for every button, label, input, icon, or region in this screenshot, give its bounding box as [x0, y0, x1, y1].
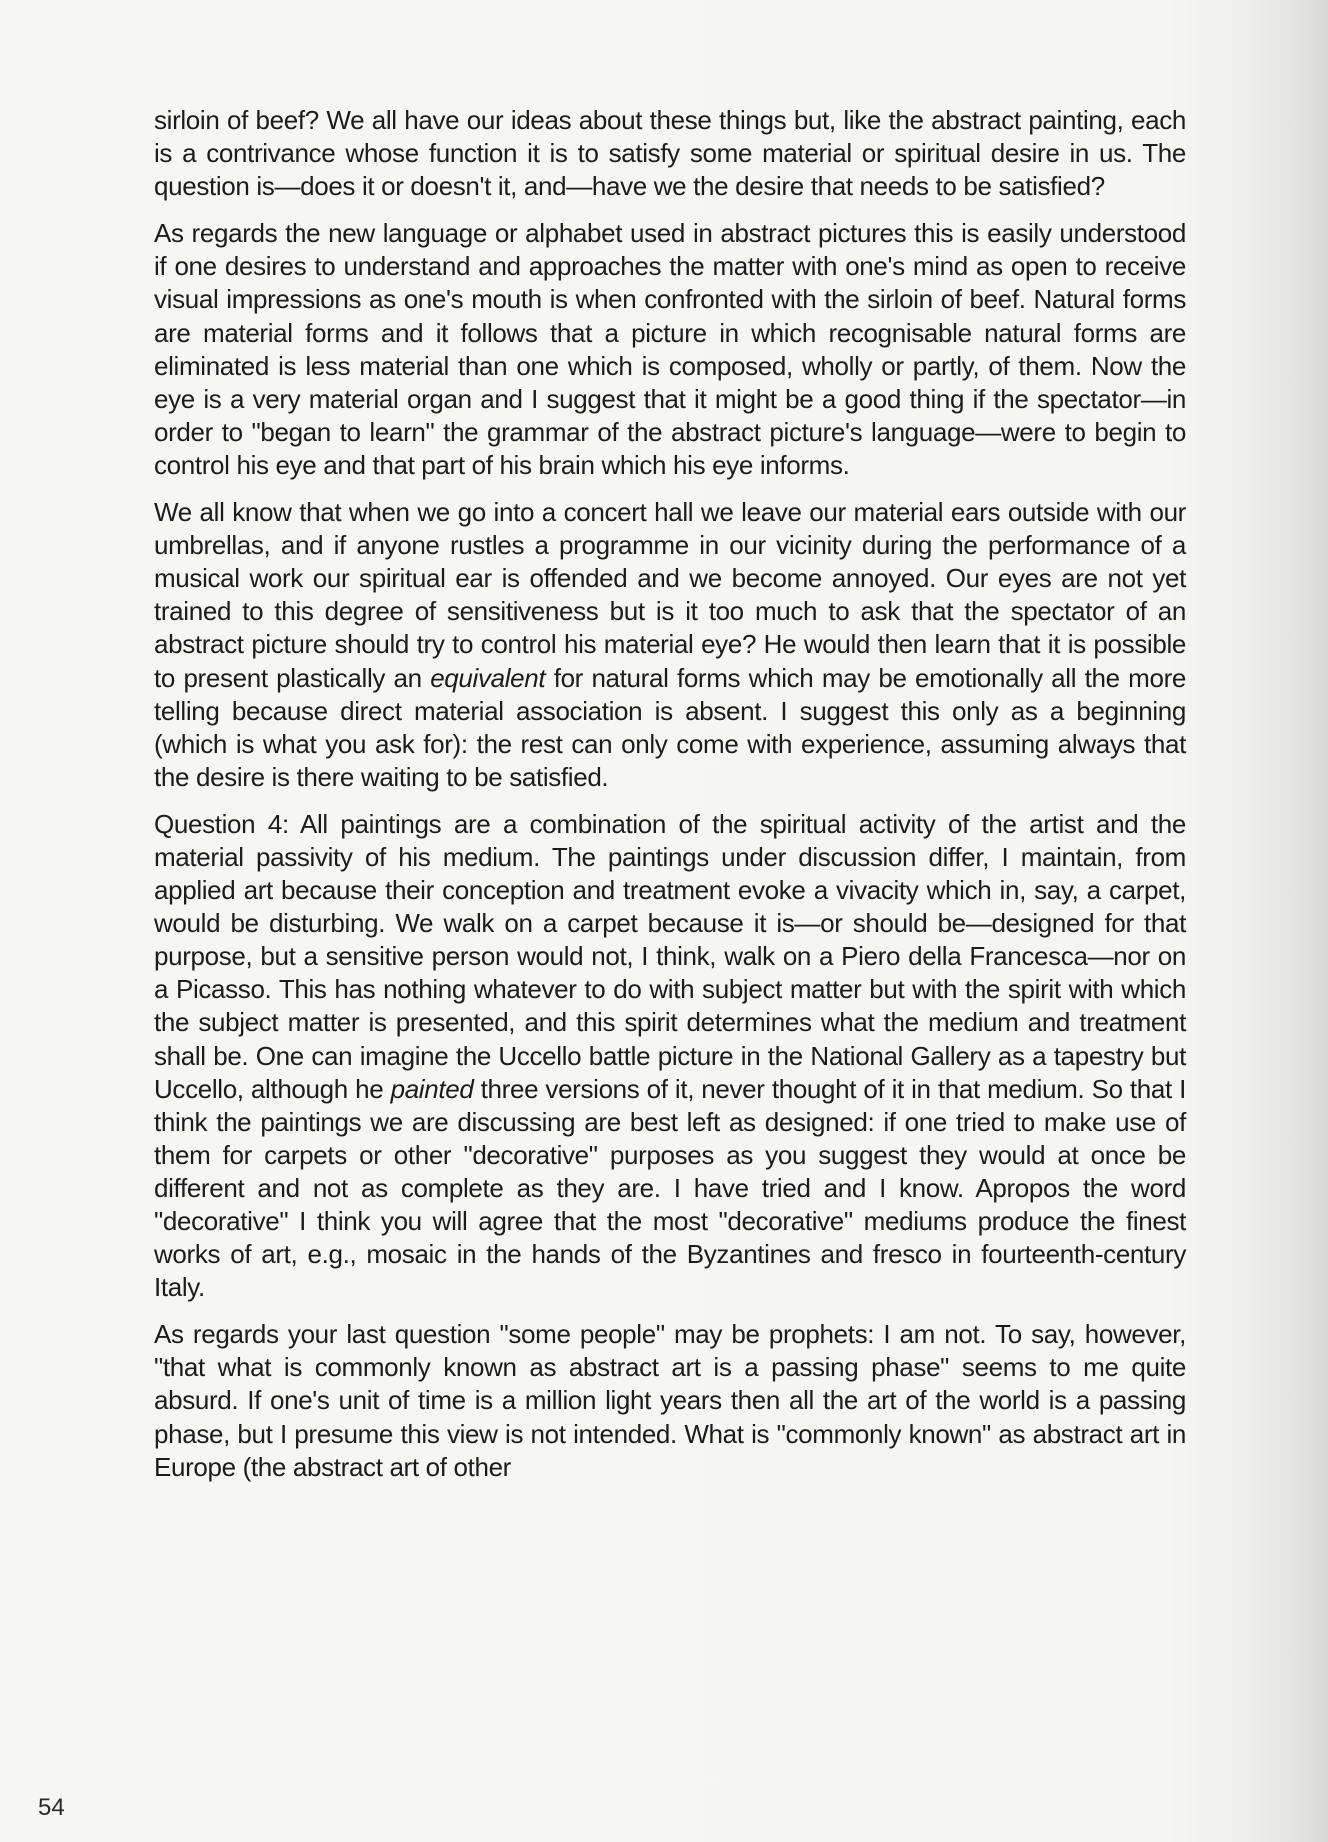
paragraph-5-text: As regards your last question "some people" may be prophets: I am not. To say, however, "that what is commonly known as abstract art is a passing phase" seems to me quite absurd. If one's unit of time is a million light years then all the art of the world is a passing phase, but I presume this view is not intended. What is "commonly known" as abstract art in Europe (the abstract art of other	[154, 1319, 1186, 1482]
paragraph-1-text: sirloin of beef? We all have our ideas about these things but, like the abstract painting, each is a contrivance whose function it is to satisfy some material or spiritual desire in us. The question is—does it or doesn't it, and—have we the desire that needs to be satisfied?	[154, 105, 1186, 202]
paragraph-2-text: As regards the new language or alphabet used in abstract pictures this is easily understood if one desires to understand and approaches the matter with one's mind as open to receive visual impressions as one's mouth is when confronted with the sirloin of beef. Natural forms are material forms and it follows that a picture in which recognisable natural forms are eliminated is less material than one which is composed, wholly or partly, of them. Now the eye is a very material organ and I suggest that it might be a good thing if the spectator—in order to "began to learn" the grammar of the abstract picture's language—were to begin to control his eye and that part of his brain which his eye informs.	[154, 218, 1186, 480]
paragraph-4-text-b: three versions of it, never thought of it in that medium. So that I think the paintings we are discussing are best left as designed: if one tried to make use of them for carpets or other "decorative" purposes as you suggest they would at once be different and not as complete as they are. I have tried and I know. Apropos the word "decorative" I think you will agree that the most "decorative" mediums produce the finest works of art, e.g., mosaic in the hands of the Byzantines and fresco in fourteenth-century Italy.	[154, 1073, 1186, 1303]
paragraph-4-italic-painted: painted	[390, 1073, 474, 1104]
paragraph-3-italic-equivalent: equivalent	[430, 662, 546, 693]
paragraph-4-text-a: Question 4: All paintings are a combination of the spiritual activity of the artist and the material passivity of his medium. The paintings under discussion differ, I maintain, from applied art because their conception and treatment evoke a vivacity which in, say, a carpet, would be disturbing. We walk on a carpet because it is—or should be—designed for that purpose, but a sensitive person would not, I think, walk on a Piero della Francesca—nor on a Picasso. This has nothing whatever to do with subject matter but with the spirit with which the subject matter is presented, and this spirit determines what the medium and treatment shall be. One can imagine the Uccello battle picture in the National Gallery as a tapestry but Uccello, although he	[154, 808, 1186, 1104]
paragraph-5	[154, 1318, 1186, 1483]
page-number: 54	[38, 1794, 65, 1821]
paragraph-3-text-b: for natural forms which may be emotionally all the more telling because direct material association is absent. I suggest this only as a beginning (which is what you ask for): the rest can only come with experience, assuming always that the desire is there waiting to be satisfied.	[154, 662, 1186, 792]
paragraph-3	[154, 496, 1186, 794]
body-text	[154, 104, 1186, 1498]
paragraph-1	[154, 104, 1186, 203]
paragraph-2	[154, 217, 1186, 482]
paragraph-4	[154, 808, 1186, 1304]
paragraph-3-text-a: We all know that when we go into a concert hall we leave our material ears outside with our umbrellas, and if anyone rustles a programme in our vicinity during the performance of a musical work our spiritual ear is offended and we become annoyed. Our eyes are not yet trained to this degree of sensitiveness but is it too much to ask that the spectator of an abstract picture should try to control his material eye? He would then learn that it is possible to present plastically an	[154, 497, 1186, 693]
